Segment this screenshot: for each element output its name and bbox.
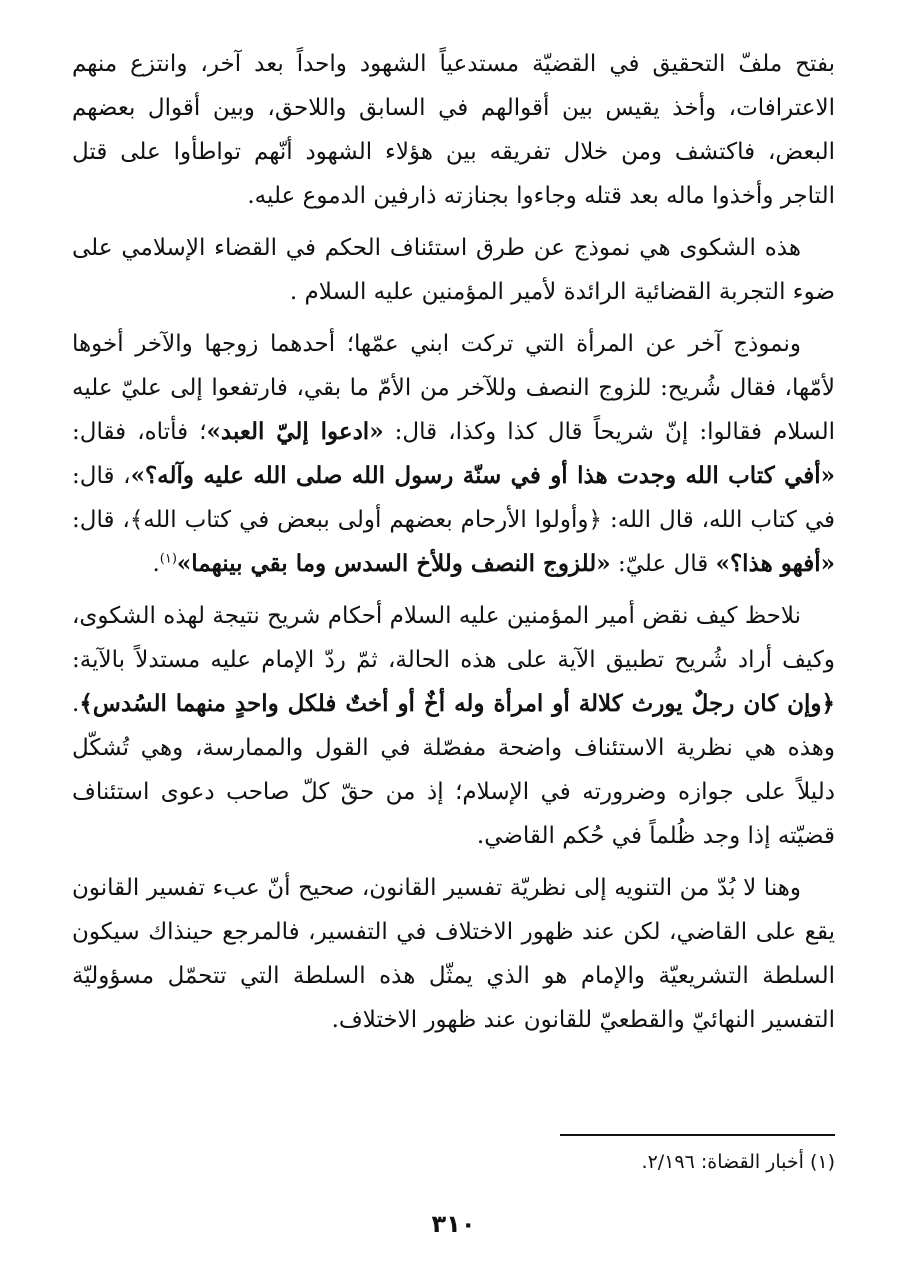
paragraph-2-text: هذه الشكوى هي نموذج عن طرق استئناف الحكم في القضاء الإسلامي على ضوء التجربة القضائية الرائدة لأمير المؤمنين عليه السلام . [72,235,835,305]
quote-book-of-god-question: «أفي كتاب الله وجدت هذا أو في سنّة رسول الله صلى الله عليه وآله؟» [130,462,835,489]
paragraph-4 [72,594,835,858]
footnote-divider [560,1134,835,1136]
paragraph-2 [72,226,835,314]
paragraph-4-text-1: نلاحظ كيف نقض أمير المؤمنين عليه السلام أحكام شريح نتيجة لهذه الشكوى، وكيف أراد شُريح تطبيق الآية على هذه الحالة، ثمّ ردّ الإمام عليه مستدلاً بالآية: [72,603,835,673]
paragraph-1 [72,42,835,218]
quran-verse-kalala: ﴿وإن كان رجلٌ يورث كلالة أو امرأة وله أخٌ أو أختٌ فلكل واحدٍ منهما السُدس﴾ [79,690,835,717]
paragraph-3-text-2: ؛ فأتاه، فقال: [72,419,207,445]
paragraph-1-text: بفتح ملفّ التحقيق في القضيّة مستدعياً الشهود واحداً بعد آخر، وانتزع منهم الاعترافات، وأخذ يقيس بين أقوالهم في السابق واللاحق، وبين أقوال بعضهم البعض، فاكتشف ومن خلال تفريقه بين هؤلاء الشهود أنّهم تواطأوا على قتل التاجر وأخذوا ماله بعد قتله وجاءوا بجنازته ذارفين الدموع عليه. [72,51,835,209]
paragraph-5 [72,866,835,1042]
paragraph-5-text: وهنا لا بُدّ من التنويه إلى نظريّة تفسير القانون، صحيح أنّ عبء تفسير القانون يقع على القاضي، لكن عند ظهور الاختلاف في التفسير، فالمرجع حينذاك سيكون السلطة التشريعيّة والإمام هو الذي يمثّل هذه السلطة التي تتحمّل مسؤوليّة التفسير النهائيّ والقطعيّ للقانون عند ظهور الاختلاف. [72,875,835,1033]
paragraph-3-text-3: ، قال: في كتاب الله، قال الله: ﴿وأولوا الأرحام بعضهم أولى ببعض في كتاب الله﴾، قال: [72,463,835,533]
paragraph-4-text-2: . وهذه هي نظرية الاستئناف واضحة مفصّلة في القول والممارسة، وهي تُشكّل دليلاً على جوازه وضرورته في الإسلام؛ إذ من حقّ كلّ صاحب دعوى استئناف قضيّته إذا وجد ظُلماً في حُكم القاضي. [72,691,835,849]
paragraph-3 [72,322,835,586]
page-number: ٣١٠ [431,1210,476,1238]
paragraph-3-text-1: ونموذج آخر عن المرأة التي تركت ابني عمّها؛ أحدهما زوجها والآخر أخوها لأمّها، فقال شُريح: للزوج النصف وللآخر من الأمّ ما بقي، فارتفعوا إلى عليّ عليه السلام فقالوا: إنّ شريحاً قال كذا وكذا، قال: [72,331,835,445]
quote-is-this-it: «أفهو هذا؟» [715,550,835,577]
paragraph-3-text-5: . [152,551,160,577]
page-body [72,42,835,1050]
paragraph-3-text-4: قال عليّ: [610,551,716,577]
quote-call-the-slave: «ادعوا إليّ العبد» [206,418,384,445]
quote-ruling: «للزوج النصف وللأخ السدس وما بقي بينهما» [176,550,611,577]
footnote: (١) أخبار القضاة: ٢/١٩٦. [641,1151,835,1173]
footnote-reference: (١) [159,551,177,567]
